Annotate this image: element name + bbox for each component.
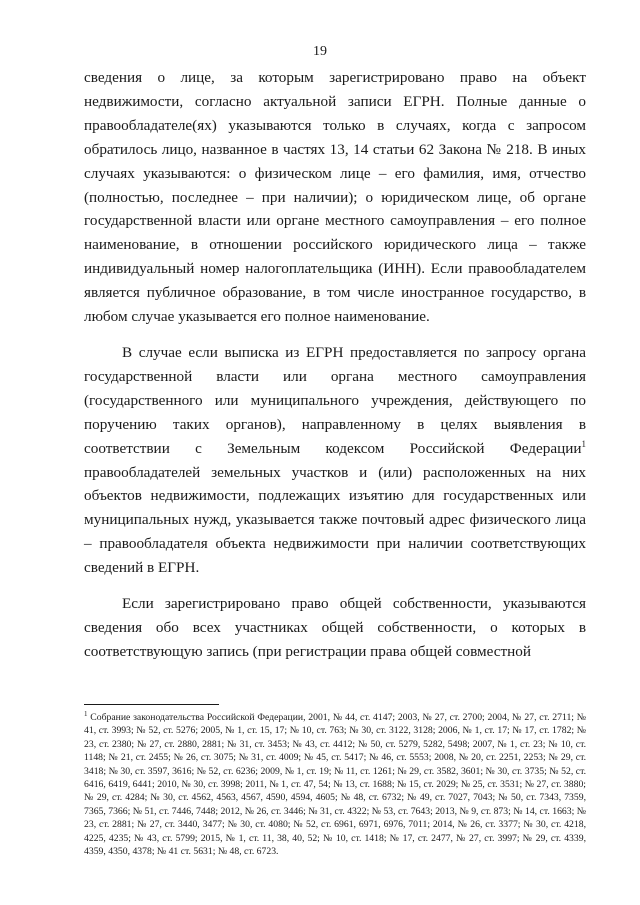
footnote-divider <box>84 704 219 705</box>
paragraph-3: Если зарегистрировано право общей собственности, указываются сведения обо всех участниках общей собственности, о которых в соответствующую запись (при регистрации права общей совместной <box>84 595 586 660</box>
paragraph-2 <box>84 341 586 580</box>
page-number: 19 <box>313 44 327 59</box>
footnote <box>84 711 586 858</box>
body-text <box>84 66 586 664</box>
footnote-reference[interactable]: 1 <box>581 438 586 449</box>
paragraph-2-text-before-ref: В случае если выписка из ЕГРН предоставляется по запросу органа государственной власти или органа местного самоуправления (государственного или муниципального учреждения, действующего по поручению таких органов), направленному в целях выявления в соответствии с Земельным кодексом Российской Федерации <box>84 343 586 457</box>
footnote-text: Собрание законодательства Российской Федерации, 2001, № 44, ст. 4147; 2003, № 27, ст. 2700; 2004, № 27, ст. 2711; № 41, ст. 3993; № 52, ст. 5276; 2005, № 1, ст. 15, 17; № 10, ст. 763; № 30, ст. 3122, 3128; 2006, № 1, ст. 17; № 17, ст. 1782; № 23, ст. 2380; № 27, ст. 2880, 2881; № 31, ст. 3453; № 43, ст. 4412; № 50, ст. 5279, 5282, 5498; 2007, № 1, ст. 23; № 10, ст. 1148; № 21, ст. 2455; № 26, ст. 3075; № 31, ст. 4009; № 45, ст. 5417; № 46, ст. 5553; 2008, № 20, ст. 2251, 2253; № 29, ст. 3418; № 30, ст. 3597, 3616; № 52, ст. 6236; 2009, № 1, ст. 19; № 11, ст. 1261; № 29, ст. 3582, 3601; № 30, ст. 3735; № 52, ст. 6416, 6419, 6441; 2010, № 30, ст. 3998; 2011, № 1, ст. 47, 54; № 13, ст. 1688; № 15, ст. 2029; № 25, ст. 3531; № 27, ст. 3880; № 29, ст. 4284; № 30, ст. 4562, 4563, 4567, 4590, 4594, 4605; № 48, ст. 6732; № 49, ст. 7027, 7043; № 50, ст. 7343, 7359, 7365, 7366; № 51, ст. 7446, 7448; 2012, № 26, ст. 3446; № 31, ст. 4322; № 53, ст. 7643; 2013, № 9, ст. 873; № 14, ст. 1663; № 23, ст. 2881; № 27, ст. 3440, 3477; № 30, ст. 4080; № 52, ст. 6961, 6971, 6976, 7011; 2014, № 26, ст. 3377; № 30, ст. 4218, 4225, 4235; № 43, ст. 5799; 2015, № 1, ст. 11, 38, 40, 52; № 10, ст. 1418; № 17, ст. 2477, № 27, ст. 3997; № 29, ст. 4339, 4359, 4350, 4378; № 41 ст. 5631; № 48, ст. 6723. <box>84 712 586 858</box>
paragraph-1: сведения о лице, за которым зарегистрировано право на объект недвижимости, согласно актуальной записи ЕГРН. Полные данные о правообладателе(ях) указываются только в случаях, когда с запросом обратилось лицо, названное в частях 13, 14 статьи 62 Закона № 218. В иных случаях указываются: о физическом лице – его фамилия, имя, отчество (полностью, последнее – при наличии); о юридическом лице, об органе государственной власти или органе местного самоуправления – его полное наименование, в отношении российского юридического лица – также индивидуальный номер налогоплательщика (ИНН). Если правообладателем является публичное образование, в том числе иностранное государство, в любом случае указывается его полное наименование. <box>84 69 586 326</box>
paragraph-2-text-after-ref: правообладателей земельных участков и (или) расположенных на них объектов недвижимости, подлежащих изъятию для государственных или муниципальных нужд, указывается также почтовый адрес физического лица – правообладателя объекта недвижимости при наличии соответствующих сведений в ЕГРН. <box>84 463 586 577</box>
footnote-number: 1 <box>84 710 88 718</box>
